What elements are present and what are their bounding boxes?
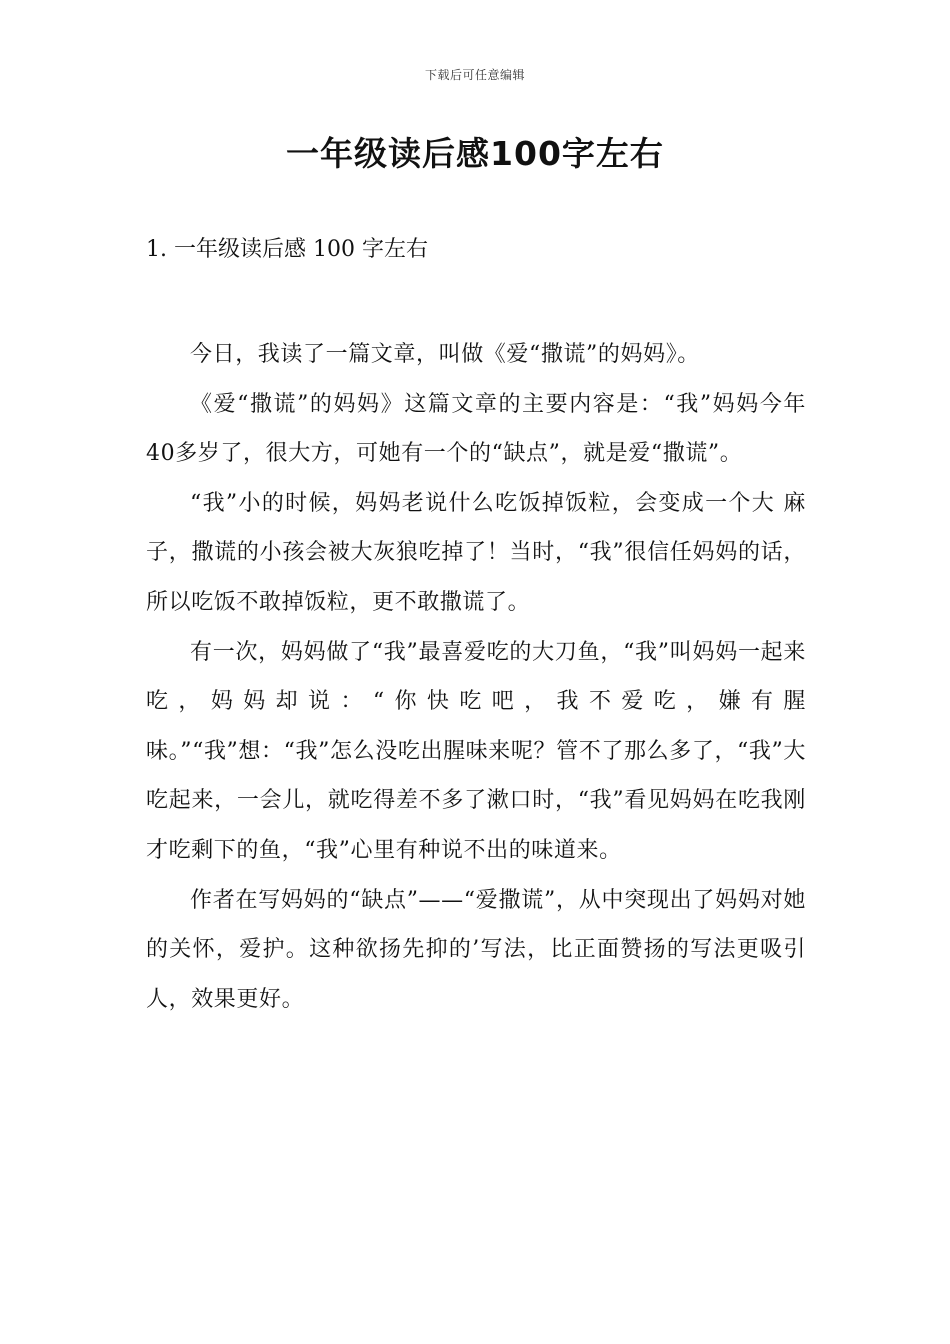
paragraph: 《爱“撒谎”的妈妈》这篇文章的主要内容是：“我”妈妈今年40多岁了，很大方，可她有一个的“缺点”，就是爱“撒谎”。 <box>146 391 806 467</box>
paragraph: 作者在写妈妈的“缺点”——“爱撒谎”，从中突现出了妈妈对她的关怀，爱护。这种欲扬先抑的’写法，比正面赞扬的写法更吸引人，效果更好。 <box>146 887 806 1012</box>
document-title: 一年级读后感100字左右 <box>286 134 664 173</box>
header-note: 下载后可任意编辑 <box>424 68 525 82</box>
article-body <box>146 330 806 1024</box>
section-heading: 1. 一年级读后感 100 字左右 <box>146 237 428 262</box>
paragraph: 有一次，妈妈做了“我”最喜爱吃的大刀鱼，“我”叫妈妈一起来吃，妈妈却说：“你快吃吧，我不爱吃，嫌有腥味。”“我”想：“我”怎么没吃出腥味来呢？管不了那么多了，“我”大吃起来，一会儿，就吃得差不多了漱口时，“我”看见妈妈在吃我刚才吃剩下的鱼，“我”心里有种说不出的味道来。 <box>146 639 806 863</box>
paragraph: 今日，我读了一篇文章，叫做《爱“撒谎”的妈妈》。 <box>190 342 700 367</box>
paragraph: “我”小的时候，妈妈老说什么吃饭掉饭粒，会变成一个大 麻子，撒谎的小孩会被大灰狼吃掉了！当时，“我”很信任妈妈的话，所以吃饭不敢掉饭粒，更不敢撒谎了。 <box>146 490 806 615</box>
